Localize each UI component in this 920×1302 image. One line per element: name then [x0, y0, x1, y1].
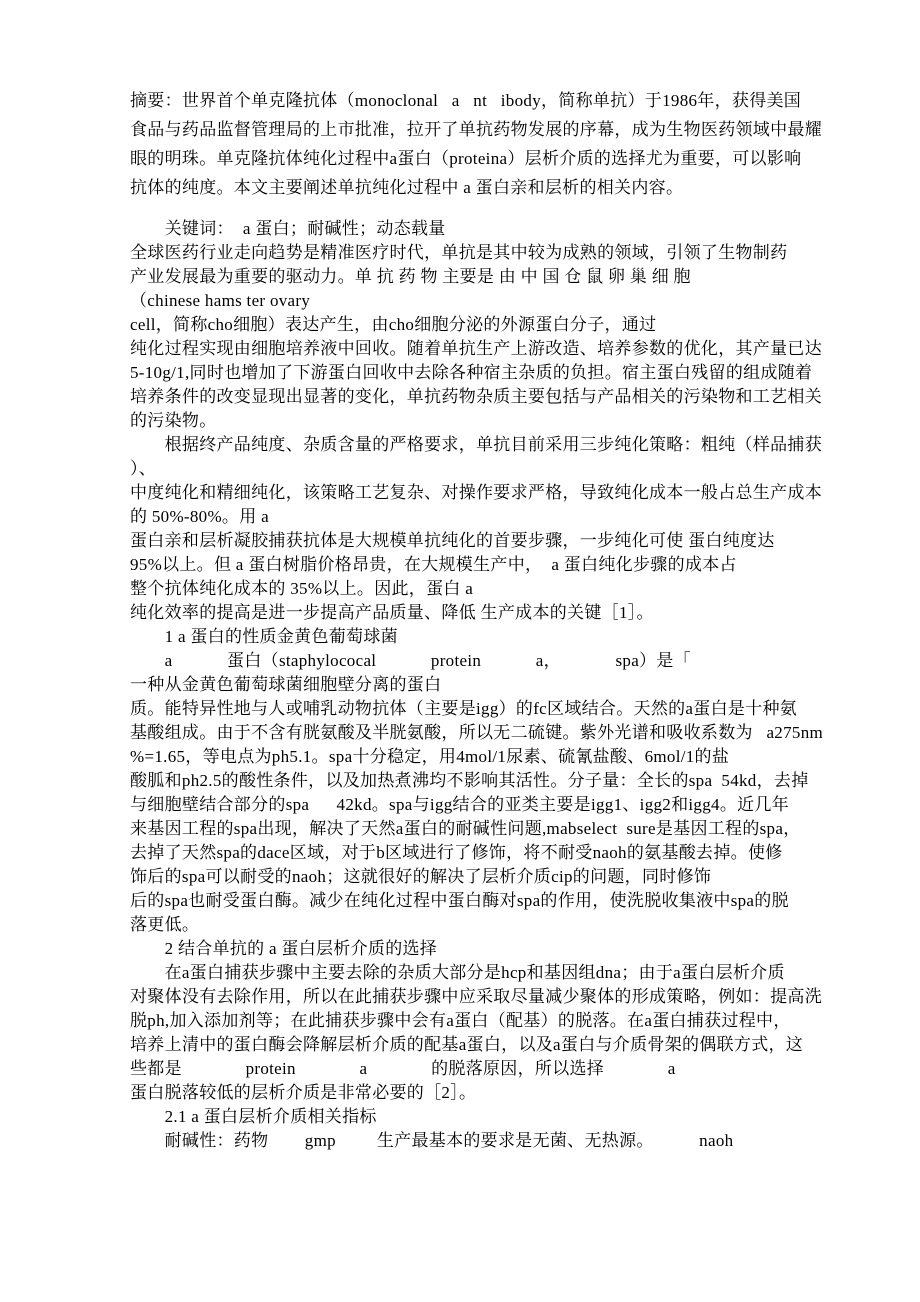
text-line: 眼的明珠。单克隆抗体纯化过程中a蛋白（proteina）层析介质的选择尤为重要，可以影响: [130, 149, 802, 168]
text-line: 耐碱性：药物 gmp 生产最基本的要求是无菌、无热源。 naoh: [130, 1131, 734, 1150]
text-line: 与细胞壁结合部分的spa 42kd。spa与igg结合的亚类主要是igg1、igg2和igg4。近几年: [130, 795, 790, 814]
text-line: 基酸组成。由于不含有胱氨酸及半胱氨酸，所以无二硫键。紫外光谱和吸收系数为 a275nm: [130, 723, 824, 742]
text-line: 95%以上。但 a 蛋白树脂价格昂贵，在大规模生产中， a 蛋白纯化步骤的成本占: [130, 555, 737, 574]
text-line: 根据终产品纯度、杂质含量的严格要求，单抗目前采用三步纯化策略：粗纯（样品捕获: [130, 435, 822, 454]
text-line: 纯化过程实现由细胞培养液中回收。随着单抗生产上游改造、培养参数的优化，其产量已达: [130, 339, 822, 358]
text-line: 脱ph,加入添加剂等；在此捕获步骤中会有a蛋白（配基）的脱落。在a蛋白捕获过程中，: [130, 1011, 791, 1030]
text-line: 来基因工程的spa出现，解决了天然a蛋白的耐碱性问题,mabselect sure是基因工程的spa，: [130, 819, 801, 838]
text-line: 蛋白亲和层析凝胶捕获抗体是大规模单抗纯化的首要步骤，一步纯化可使 蛋白纯度达: [130, 531, 775, 550]
text-line: 培养上清中的蛋白酶会降解层析介质的配基a蛋白，以及a蛋白与介质骨架的偶联方式，这: [130, 1035, 804, 1054]
body-paragraph: [130, 217, 824, 1153]
text-line: 整个抗体纯化成本的 35%以上。因此，蛋白 a: [130, 579, 474, 598]
text-line: 培养条件的改变显现出显著的变化，单抗药物杂质主要包括与产品相关的污染物和工艺相关: [130, 387, 822, 406]
text-line: 后的spa也耐受蛋白酶。减少在纯化过程中蛋白酶对spa的作用，使洗脱收集液中spa的脱: [130, 891, 789, 910]
text-line: 纯化效率的提高是进一步提高产品质量、降低 生产成本的关键［1］。: [130, 603, 654, 622]
text-line: 5-10g/1,同时也增加了下游蛋白回收中去除各种宿主杂质的负担。宿主蛋白残留的组成随着: [130, 363, 813, 382]
text-line: 饰后的spa可以耐受的naoh；这就很好的解决了层析介质cip的问题，同时修饰: [130, 867, 712, 886]
text-line: 关键词： a 蛋白；耐碱性；动态载量: [130, 219, 446, 238]
text-line: 1 a 蛋白的性质金黄色葡萄球菌: [130, 627, 398, 646]
text-line: 摘要：世界首个单克隆抗体（monoclonal a nt ibody，简称单抗）于1986年，获得美国: [130, 91, 802, 110]
text-line: 中度纯化和精细纯化，该策略工艺复杂、对操作要求严格，导致纯化成本一般占总生产成本: [130, 483, 822, 502]
text-line: （chinese hams ter ovary: [130, 291, 311, 310]
text-line: 酸胍和ph2.5的酸性条件，以及加热煮沸均不影响其活性。分子量：全长的spa 54kd，去掉: [130, 771, 809, 790]
text-line: 2.1 a 蛋白层析介质相关指标: [130, 1107, 377, 1126]
blank-line: [130, 202, 790, 217]
text-line: 蛋白脱落较低的层析介质是非常必要的［2］。: [130, 1083, 477, 1102]
text-line: %=1.65，等电点为ph5.1。spa十分稳定，用4mol/1尿素、硫氰盐酸、6mol/1的盐: [130, 747, 730, 766]
text-line: cell，简称cho细胞）表达产生，由cho细胞分泌的外源蛋白分子，通过: [130, 315, 657, 334]
text-line: 质。能特异性地与人或哺乳动物抗体（主要是igg）的fc区域结合。天然的a蛋白是十种氨: [130, 699, 798, 718]
text-line: 去掉了天然spa的dace区域，对于b区域进行了修饰，将不耐受naoh的氨基酸去掉。使修: [130, 843, 783, 862]
text-line: 一种从金黄色葡萄球菌细胞壁分离的蛋白: [130, 675, 442, 694]
text-line: 产业发展最为重要的驱动力。单 抗 药 物 主要是 由 中 国 仓 鼠 卵 巢 细 胞: [130, 267, 691, 286]
text-line: 对聚体没有去除作用，所以在此捕获步骤中应采取尽量减少聚体的形成策略，例如：提高洗: [130, 987, 822, 1006]
text-line: ）、: [130, 459, 157, 478]
text-line: 在a蛋白捕获步骤中主要去除的杂质大部分是hcp和基因组dna；由于a蛋白层析介质: [130, 963, 785, 982]
text-line: 抗体的纯度。本文主要阐述单抗纯化过程中 a 蛋白亲和层析的相关内容。: [130, 178, 684, 197]
text-line: 食品与药品监督管理局的上市批准，拉开了单抗药物发展的序幕，成为生物医药领域中最耀: [130, 120, 822, 139]
abstract-paragraph: [130, 86, 822, 202]
text-line: 落更低。: [130, 915, 200, 934]
text-line: a 蛋白（staphylococal protein a， spa）是「: [130, 651, 691, 670]
text-line: 2 结合单抗的 a 蛋白层析介质的选择: [130, 939, 438, 958]
text-line: 的 50%-80%。用 a: [130, 507, 269, 526]
text-line: 些都是 protein a 的脱落原因，所以选择 a: [130, 1059, 676, 1078]
text-line: 的污染物。: [130, 411, 217, 430]
text-line: 全球医药行业走向趋势是精准医疗时代，单抗是其中较为成熟的领域，引领了生物制药: [130, 243, 788, 262]
